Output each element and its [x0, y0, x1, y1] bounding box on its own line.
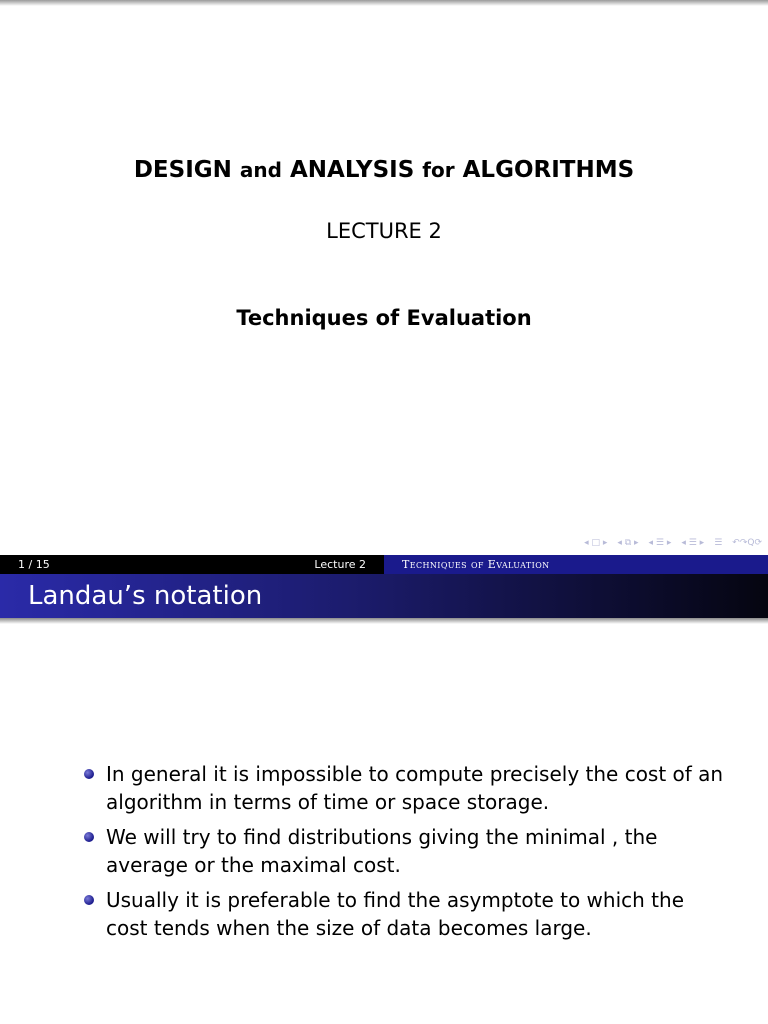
list-item — [84, 760, 724, 816]
nav-document-icon[interactable]: ◂ ☰ ▸ — [681, 538, 705, 548]
footer-left — [0, 555, 384, 574]
title-word-for: for — [422, 158, 455, 182]
nav-frame-icon[interactable]: ◂ □ ▸ — [584, 538, 608, 548]
frame-title-shadow — [0, 618, 768, 624]
nav-toc-icon[interactable]: ☰ — [714, 538, 723, 548]
bullet-text: In general it is impossible to compute precisely the cost of an algorithm in terms of time or space storage. — [106, 762, 724, 814]
title-word-and: and — [239, 158, 282, 182]
bullet-icon — [84, 832, 94, 842]
footer-title: Techniques of Evaluation — [384, 555, 768, 574]
beamer-navigation-bar — [584, 536, 762, 550]
footer-lecture: Lecture 2 — [314, 558, 366, 571]
nav-section-icon[interactable]: ◂ ☰ ▸ — [648, 538, 672, 548]
lecture-label: LECTURE 2 — [326, 219, 442, 243]
top-shadow — [0, 0, 768, 6]
bullet-icon — [84, 895, 94, 905]
bullet-list — [84, 760, 724, 949]
nav-subsection-icon[interactable]: ◂ ⧉ ▸ — [617, 538, 639, 548]
bullet-icon — [84, 769, 94, 779]
title-word-algorithms: ALGORITHMS — [462, 157, 635, 183]
bullet-text: Usually it is preferable to find the asymptote to which the cost tends when the size of data becomes large. — [106, 888, 684, 940]
presentation-title — [0, 157, 768, 183]
title-word-analysis: ANALYSIS — [290, 157, 415, 183]
bullet-text: We will try to find distributions giving the minimal , the average or the maximal cost. — [106, 825, 658, 877]
title-word-design: DESIGN — [133, 157, 232, 183]
list-item — [84, 823, 724, 879]
frame-title: Landau’s notation — [0, 574, 768, 618]
list-item — [84, 886, 724, 942]
nav-search-icon[interactable]: ↶↷Q⟳ — [732, 538, 762, 548]
page-number: 1 / 15 — [18, 558, 50, 571]
topic-title: Techniques of Evaluation — [236, 306, 532, 330]
slide-footer — [0, 555, 768, 574]
